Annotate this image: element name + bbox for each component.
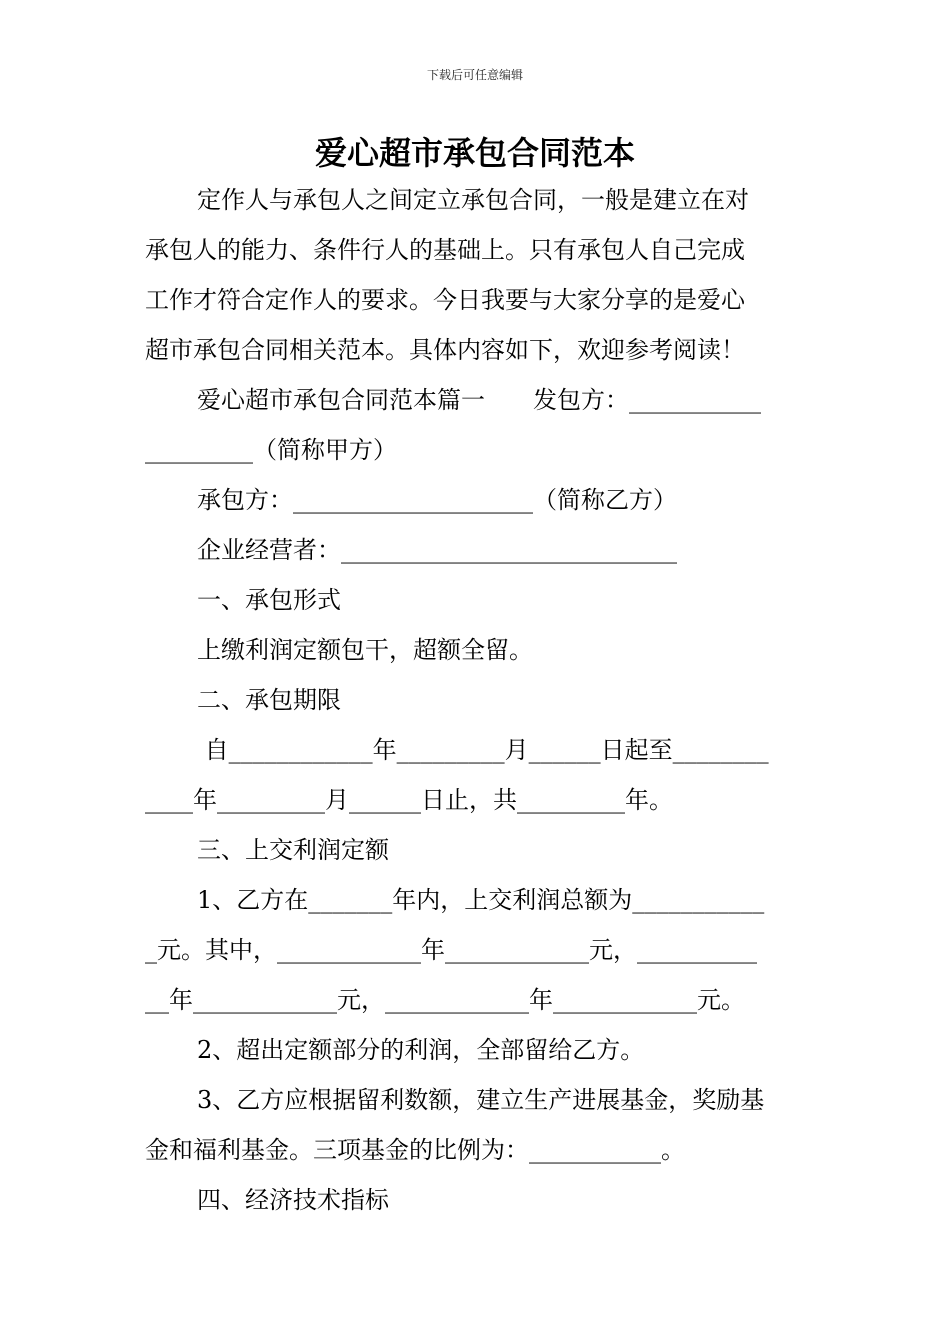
body-line: 超市承包合同相关范本。具体内容如下，欢迎参考阅读！ bbox=[145, 336, 745, 364]
document-body bbox=[145, 175, 807, 1225]
body-line: ____年_________月______日止，共_________年。 bbox=[145, 786, 673, 814]
page-header-note: 下载后可任意编辑 bbox=[426, 68, 523, 82]
body-line: 3、乙方应根据留利数额，建立生产进展基金，奖励基 bbox=[197, 1086, 765, 1114]
section-heading: 四、经济技术指标 bbox=[197, 1186, 389, 1214]
body-line: 工作才符合定作人的要求。今日我要与大家分享的是爱心 bbox=[145, 286, 745, 314]
body-line: _元。其中，____________年____________元，__________ bbox=[145, 936, 757, 964]
section-heading: 一、承包形式 bbox=[197, 586, 341, 614]
body-line: 上缴利润定额包干，超额全留。 bbox=[197, 636, 533, 664]
body-line: __年____________元，____________年____________元。 bbox=[145, 986, 745, 1014]
body-line: 承包方：____________________（简称乙方） bbox=[197, 486, 677, 514]
body-line: 金和福利基金。三项基金的比例为：___________。 bbox=[145, 1136, 685, 1164]
body-line: _________（简称甲方） bbox=[145, 436, 397, 464]
body-line: 企业经营者：____________________________ bbox=[197, 536, 677, 564]
document-title: 爱心超市承包合同范本 bbox=[314, 134, 635, 172]
body-line: 1、乙方在_______年内，上交利润总额为___________ bbox=[197, 886, 765, 914]
body-line: 自____________年_________月______日起至________ bbox=[197, 736, 769, 764]
body-line: 爱心超市承包合同范本篇一 发包方：___________ bbox=[197, 386, 761, 414]
body-line: 2、超出定额部分的利润，全部留给乙方。 bbox=[197, 1036, 645, 1064]
body-line: 承包人的能力、条件行人的基础上。只有承包人自己完成 bbox=[145, 236, 745, 264]
section-heading: 三、上交利润定额 bbox=[197, 836, 389, 864]
section-heading: 二、承包期限 bbox=[197, 686, 341, 714]
body-line: 定作人与承包人之间定立承包合同，一般是建立在对 bbox=[197, 186, 749, 214]
